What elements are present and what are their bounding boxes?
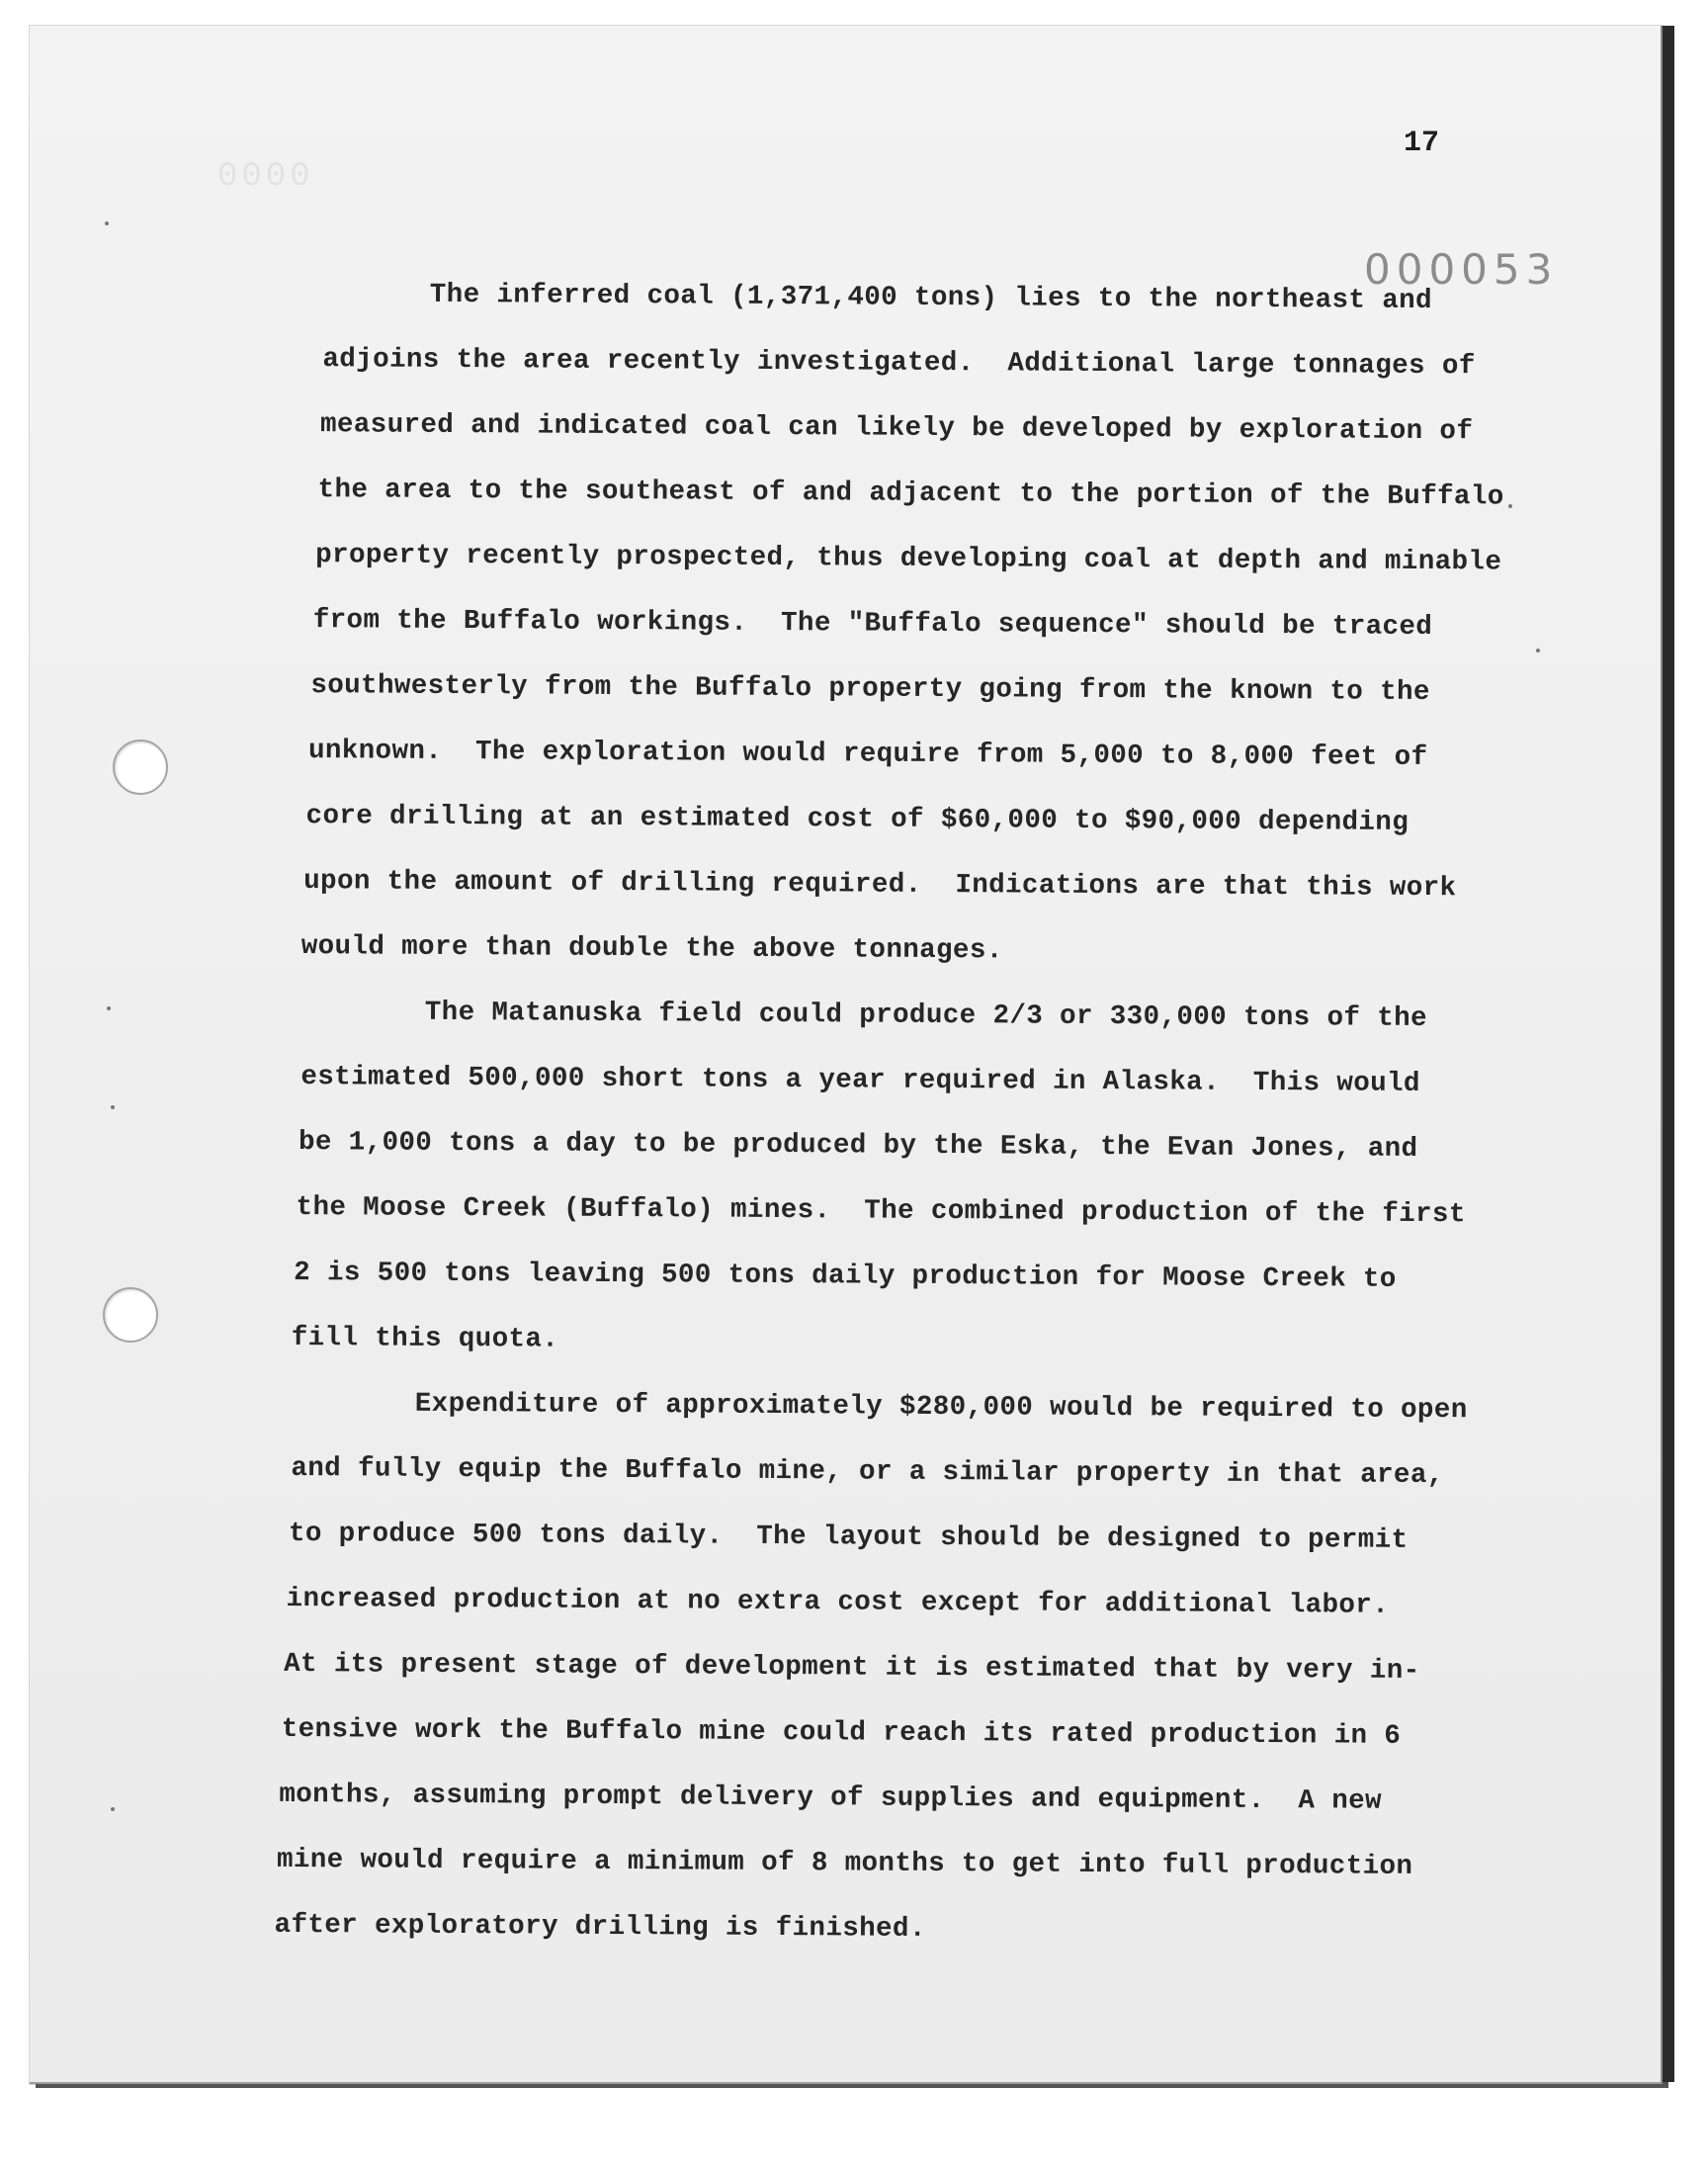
text-line: measured and indicated coal can likely be developed by exploration of — [319, 409, 1474, 448]
text-line: adjoins the area recently investigated. Additional large tonnages of — [322, 344, 1476, 383]
text-line: unknown. The exploration would require from 5,000 to 8,000 feet of — [307, 736, 1428, 773]
text-line: the Moose Creek (Buffalo) mines. The combined production of the first — [296, 1192, 1466, 1231]
text-line: tensive work the Buffalo mine could reach its rated production in 6 — [281, 1713, 1402, 1752]
text-line: be 1,000 tons a day to be produced by the Eska, the Evan Jones, and — [298, 1127, 1418, 1165]
text-line: would more than double the above tonnages. — [300, 931, 1003, 967]
text-line: property recently prospected, thus developing coal at depth and minable — [315, 540, 1502, 578]
paragraph — [293, 262, 1504, 987]
scan-speck — [111, 1105, 115, 1109]
scan-speck — [1536, 649, 1540, 652]
text-line: 2 is 500 tons leaving 500 tons daily production for Moose Creek to — [294, 1257, 1397, 1295]
text-line: core drilling at an estimated cost of $60,000 to $90,000 depending — [305, 801, 1409, 838]
text-line: fill this quota. — [291, 1322, 559, 1355]
text-line: At its present stage of development it is estimated that by very in- — [284, 1648, 1420, 1687]
text-line: increased production at no extra cost except for additional labor. — [286, 1583, 1390, 1621]
text-line: The Matanuska field could produce 2/3 or 330,000 tons of the — [424, 997, 1428, 1034]
scan-speck — [105, 221, 109, 225]
text-line: after exploratory drilling is finished. — [274, 1909, 926, 1945]
faint-background-mark: 0000 — [217, 158, 314, 196]
text-line: mine would require a minimum of 8 months to get into full production — [276, 1844, 1413, 1882]
text-line: Expenditure of approximately $280,000 would be required to open — [414, 1388, 1468, 1427]
text-line: the area to the southeast of and adjacent to the portion of the Buffalo — [317, 475, 1504, 513]
punch-hole-upper — [113, 740, 168, 795]
text-line: upon the amount of drilling required. Indications are that this work — [303, 866, 1457, 905]
text-line: and fully equip the Buffalo mine, or a similar property in that area, — [291, 1452, 1444, 1492]
text-line: months, assuming prompt delivery of supplies and equipment. A new — [279, 1779, 1383, 1817]
scan-speck — [111, 1807, 115, 1811]
page-number: 17 — [1404, 127, 1440, 160]
scan-speck — [107, 1006, 111, 1010]
document-stamp-number: 000053 — [1364, 245, 1559, 294]
body-text — [274, 262, 1504, 1958]
paragraph — [291, 980, 1483, 1378]
text-line: from the Buffalo workings. The "Buffalo sequence" should be traced — [312, 605, 1433, 644]
paragraph — [274, 1371, 1483, 1965]
text-line: estimated 500,000 short tons a year required in Alaska. This would — [300, 1062, 1420, 1099]
text-line: southwesterly from the Buffalo property going from the known to the — [310, 670, 1430, 709]
scan-speck — [1508, 504, 1512, 508]
text-line: to produce 500 tons daily. The layout should be designed to permit — [288, 1518, 1409, 1556]
punch-hole-lower — [103, 1287, 158, 1343]
text-line: The inferred coal (1,371,400 tons) lies to the northeast and — [429, 279, 1433, 317]
